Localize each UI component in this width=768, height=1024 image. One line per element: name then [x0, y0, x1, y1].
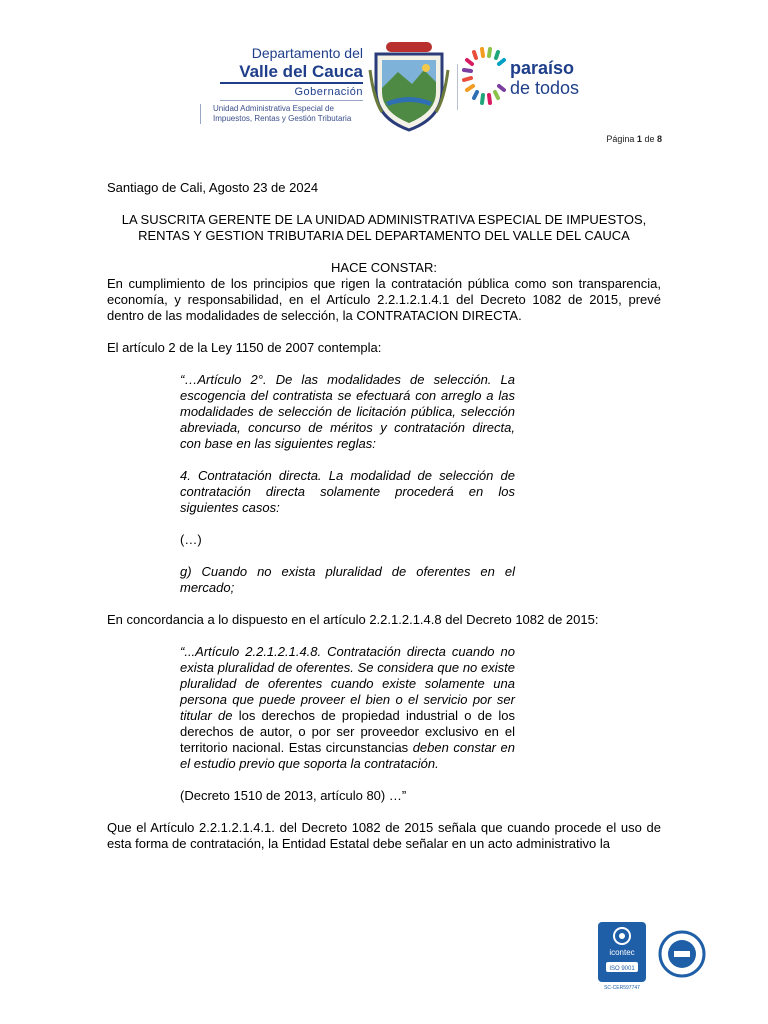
quote2-plain-1: los derechos de propiedad industrial o de los derechos de autor, o por ser proveedor exclusivo en el territorio nacional. Estas circunstancias [180, 708, 515, 755]
quote-decreto-1082 [180, 644, 515, 804]
paraiso-burst-icon [462, 46, 512, 108]
document-body [107, 180, 661, 852]
icontec-label: icontec [609, 948, 635, 957]
quote2-body [180, 644, 515, 772]
cert-code: SC-CER597747 [604, 985, 640, 991]
header-separator [457, 64, 458, 110]
unidad-line1: Unidad Administrativa Especial de [213, 104, 334, 113]
quote1-part-c: (…) [180, 532, 202, 547]
page-of: de [644, 134, 655, 144]
quote1-part-a: “…Artículo 2°. De las modalidades de selección. La escogencia del contratista se efectuará con arreglo a las modalidades de selección de licitación pública, selección abreviada, concurso de méritos y contratación directa, con base en las siguientes reglas: [180, 372, 515, 451]
document-title: LA SUSCRITA GERENTE DE LA UNIDAD ADMINISTRATIVA ESPECIAL DE IMPUESTOS, RENTAS Y GESTION TRIBUTARIA DEL DEPARTAMENTO DEL VALLE DEL CAUCA [121, 212, 647, 243]
quote1-part-d: g) Cuando no exista pluralidad de oferentes en el mercado; [180, 564, 515, 595]
quote2-reference: (Decreto 1510 de 2013, artículo 80) …” [180, 788, 407, 803]
unidad-label [200, 104, 363, 124]
unidad-line2: Impuestos, Rentas y Gestión Tributaria [213, 114, 352, 123]
certification-logos [598, 922, 708, 992]
page-current: 1 [636, 134, 642, 144]
brand-line2: de todos [510, 78, 580, 98]
paragraph-1: En cumplimiento de los principios que rigen la contratación pública como son transparencia, economía, y responsabilidad, en el Artículo 2.2.1.2.1.4.1 del Decreto 1082 de 2015, prevé dentro de las modalidades de selección, la CONTRATACION DIRECTA. [107, 276, 661, 323]
hace-constar-heading: HACE CONSTAR: [331, 260, 437, 275]
brand-line1: paraíso [510, 58, 575, 78]
gobernacion-label: Gobernación [220, 82, 363, 101]
quote-ley-1150 [180, 372, 515, 596]
page-total: 8 [656, 134, 662, 144]
quote2-italic-1: “...Artículo 2.2.1.2.1.4.8. Contratación directa cuando no exista pluralidad de oferentes. Se considera que no existe pluralidad de oferentes cuando existe solamente una persona que puede proveer el bien o el servicio por ser titular de [180, 644, 515, 723]
paragraph-3: En concordancia a lo dispuesto en el artículo 2.2.1.2.1.4.8 del Decreto 1082 de 2015: [107, 612, 599, 627]
dept-line1: Departamento del [251, 45, 363, 61]
iso-label: ISO 9001 [609, 966, 635, 972]
quote1-part-b: 4. Contratación directa. La modalidad de selección de contratación directa solamente procederá en los siguientes casos: [180, 468, 515, 515]
dept-line2: Valle del Cauca [239, 62, 363, 81]
quote2-italic-2: deben constar en el estudio previo que soporta la contratación. [180, 740, 515, 771]
date-line: Santiago de Cali, Agosto 23 de 2024 [107, 180, 319, 195]
page-label: Página [606, 134, 635, 144]
page-number [560, 134, 662, 144]
letterhead [200, 40, 720, 135]
coat-of-arms-icon [368, 40, 450, 132]
paraiso-brand [510, 58, 579, 98]
paragraph-2: El artículo 2 de la Ley 1150 de 2007 contempla: [107, 340, 382, 355]
paragraph-4: Que el Artículo 2.2.1.2.1.4.1. del Decreto 1082 de 2015 señala que cuando procede el uso de esta forma de contratación, la Entidad Estatal debe señalar en un acto administrativo la [107, 820, 661, 851]
department-logo [200, 45, 363, 124]
